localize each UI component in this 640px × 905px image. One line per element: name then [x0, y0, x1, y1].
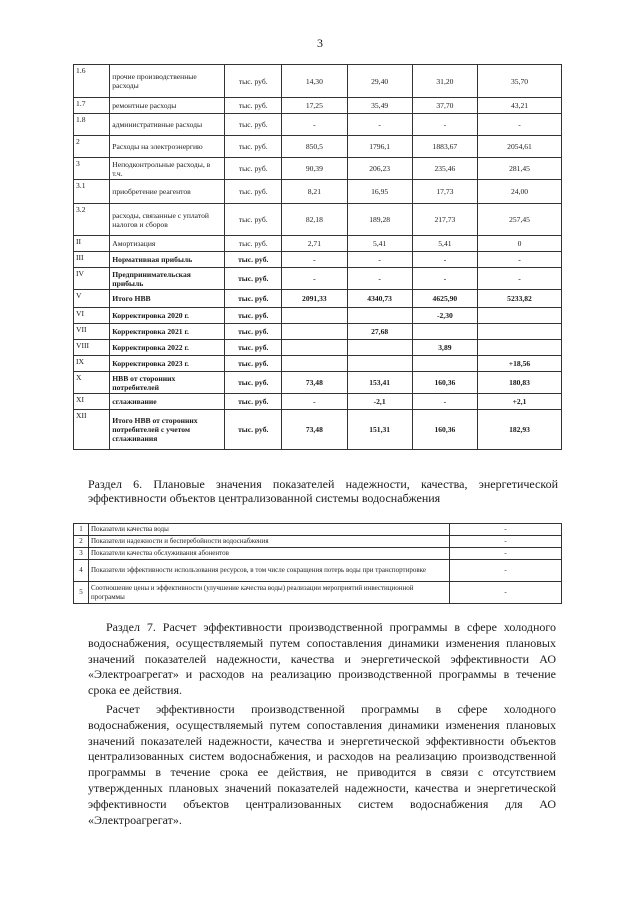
value-3: 235,46 — [412, 158, 477, 180]
row-name: Амортизация — [110, 236, 225, 252]
row-unit: тыс. руб. — [225, 252, 282, 268]
row-name: Показатели качества воды — [89, 524, 450, 536]
value-4: 43,21 — [478, 98, 562, 114]
value-2: - — [347, 114, 412, 136]
row-name: Показатели качества обслуживания абонентов — [89, 548, 450, 560]
row-name: Показатели надежности и бесперебойности водоснабжения — [89, 536, 450, 548]
row-name: административные расходы — [110, 114, 225, 136]
row-name: Корректировка 2022 г. — [110, 340, 225, 356]
value-2: 206,23 — [347, 158, 412, 180]
row-name: Соотношение цены и эффективности (улучшение качества воды) реализации мероприятий инвестиционной программы — [89, 582, 450, 604]
value-3: 17,73 — [412, 180, 477, 204]
value-3: 37,70 — [412, 98, 477, 114]
value-1: 8,21 — [282, 180, 347, 204]
value-4: 0 — [478, 236, 562, 252]
value-1: 2,71 — [282, 236, 347, 252]
value-2: 29,40 — [347, 65, 412, 98]
row-unit: тыс. руб. — [225, 340, 282, 356]
row-value: - — [450, 536, 562, 548]
row-unit: тыс. руб. — [225, 98, 282, 114]
row-name: Корректировка 2021 г. — [110, 324, 225, 340]
row-number: 3.2 — [74, 204, 110, 236]
row-unit: тыс. руб. — [225, 268, 282, 290]
table-row — [74, 180, 562, 204]
value-3: 4625,90 — [412, 290, 477, 308]
table-row — [74, 65, 562, 98]
row-unit: тыс. руб. — [225, 158, 282, 180]
cost-table — [73, 64, 562, 450]
table-row — [74, 252, 562, 268]
table-row — [74, 290, 562, 308]
table-row — [74, 560, 562, 582]
row-unit: тыс. руб. — [225, 114, 282, 136]
row-unit: тыс. руб. — [225, 410, 282, 450]
row-number: 5 — [74, 582, 89, 604]
row-unit: тыс. руб. — [225, 372, 282, 394]
row-name: Расходы на электроэнергию — [110, 136, 225, 158]
row-unit: тыс. руб. — [225, 136, 282, 158]
value-1: - — [282, 394, 347, 410]
value-3: 217,73 — [412, 204, 477, 236]
value-3: 160,36 — [412, 372, 477, 394]
row-number: 2 — [74, 536, 89, 548]
row-number: 1.6 — [74, 65, 110, 98]
value-2: 27,68 — [347, 324, 412, 340]
row-value: - — [450, 548, 562, 560]
table-row — [74, 268, 562, 290]
value-2: 1796,1 — [347, 136, 412, 158]
value-3: -2,30 — [412, 308, 477, 324]
value-1: 850,5 — [282, 136, 347, 158]
row-number: VI — [74, 308, 110, 324]
row-name: приобретение реагентов — [110, 180, 225, 204]
value-4: +18,56 — [478, 356, 562, 372]
row-name: ремонтные расходы — [110, 98, 225, 114]
row-number: IX — [74, 356, 110, 372]
value-2: - — [347, 268, 412, 290]
value-2: -2,1 — [347, 394, 412, 410]
value-4: +2,1 — [478, 394, 562, 410]
value-4: 281,45 — [478, 158, 562, 180]
value-2: 5,41 — [347, 236, 412, 252]
row-number: 1.7 — [74, 98, 110, 114]
row-value: - — [450, 524, 562, 536]
row-name: Итого НВВ от сторонних потребителей с учетом сглаживания — [110, 410, 225, 450]
page-number: 3 — [317, 36, 323, 50]
row-number: XI — [74, 394, 110, 410]
value-1: - — [282, 268, 347, 290]
table-row — [74, 356, 562, 372]
row-unit: тыс. руб. — [225, 308, 282, 324]
value-3: 1883,67 — [412, 136, 477, 158]
table-row — [74, 410, 562, 450]
row-unit: тыс. руб. — [225, 204, 282, 236]
value-3: - — [412, 114, 477, 136]
row-number: X — [74, 372, 110, 394]
row-name: Корректировка 2020 г. — [110, 308, 225, 324]
row-name: Неподконтрольные расходы, в т.ч. — [110, 158, 225, 180]
value-2: 151,31 — [347, 410, 412, 450]
row-number: XII — [74, 410, 110, 450]
row-number: IV — [74, 268, 110, 290]
row-unit: тыс. руб. — [225, 236, 282, 252]
value-1: - — [282, 114, 347, 136]
value-2: 153,41 — [347, 372, 412, 394]
value-1: 14,30 — [282, 65, 347, 98]
value-3 — [412, 324, 477, 340]
row-number: 1.8 — [74, 114, 110, 136]
value-4: 257,45 — [478, 204, 562, 236]
row-number: III — [74, 252, 110, 268]
value-2: 35,49 — [347, 98, 412, 114]
table-row — [74, 372, 562, 394]
row-number: VIII — [74, 340, 110, 356]
row-number: 3.1 — [74, 180, 110, 204]
value-1: 73,48 — [282, 372, 347, 394]
row-unit: тыс. руб. — [225, 290, 282, 308]
table-row — [74, 524, 562, 536]
indicators-table — [73, 523, 562, 604]
table-row — [74, 582, 562, 604]
value-1: 73,48 — [282, 410, 347, 450]
row-unit: тыс. руб. — [225, 324, 282, 340]
row-unit: тыс. руб. — [225, 180, 282, 204]
section-7-paragraph: Раздел 7. Расчет эффективности производственной программы в сфере холодного водоснабжения, осуществляемый путем сопоставления динамики изменения плановых значений показателей надежности, качества и энергетической эффективности АО «Электроагрегат» и расходов на реализацию производственной программы в течение срока ее действия. — [88, 620, 556, 698]
value-2: 4340,73 — [347, 290, 412, 308]
value-3: 3,89 — [412, 340, 477, 356]
row-name: расходы, связанные с уплатой налогов и сборов — [110, 204, 225, 236]
value-3: 160,36 — [412, 410, 477, 450]
value-4: - — [478, 268, 562, 290]
value-1 — [282, 340, 347, 356]
row-number: V — [74, 290, 110, 308]
value-1: 90,39 — [282, 158, 347, 180]
row-value: - — [450, 560, 562, 582]
row-number: 1 — [74, 524, 89, 536]
table-row — [74, 536, 562, 548]
value-2: 16,95 — [347, 180, 412, 204]
value-1: 2091,33 — [282, 290, 347, 308]
value-1: 82,18 — [282, 204, 347, 236]
row-number: 3 — [74, 158, 110, 180]
table-row — [74, 204, 562, 236]
value-4: 180,83 — [478, 372, 562, 394]
row-number: 4 — [74, 560, 89, 582]
row-number: II — [74, 236, 110, 252]
value-4: 5233,82 — [478, 290, 562, 308]
value-2 — [347, 308, 412, 324]
value-2 — [347, 340, 412, 356]
value-3: 31,20 — [412, 65, 477, 98]
value-2 — [347, 356, 412, 372]
row-number: 3 — [74, 548, 89, 560]
value-4: - — [478, 252, 562, 268]
table-row — [74, 394, 562, 410]
row-name: Нормативная прибыль — [110, 252, 225, 268]
value-4 — [478, 324, 562, 340]
value-3: 5,41 — [412, 236, 477, 252]
value-4 — [478, 340, 562, 356]
row-name: Предпринимательская прибыль — [110, 268, 225, 290]
value-4: - — [478, 114, 562, 136]
row-unit: тыс. руб. — [225, 394, 282, 410]
value-3 — [412, 356, 477, 372]
value-1 — [282, 324, 347, 340]
value-4: 182,93 — [478, 410, 562, 450]
table-row — [74, 548, 562, 560]
value-3: - — [412, 268, 477, 290]
row-name: Показатели эффективности использования ресурсов, в том числе сокращения потерь воды при транспортировке — [89, 560, 450, 582]
row-name: Итого НВВ — [110, 290, 225, 308]
table-row — [74, 136, 562, 158]
row-unit: тыс. руб. — [225, 65, 282, 98]
value-4: 35,70 — [478, 65, 562, 98]
value-4: 24,00 — [478, 180, 562, 204]
value-3: - — [412, 252, 477, 268]
value-3: - — [412, 394, 477, 410]
row-name: НВВ от сторонних потребителей — [110, 372, 225, 394]
table-row — [74, 324, 562, 340]
table-row — [74, 236, 562, 252]
value-1: - — [282, 252, 347, 268]
section-6-heading: Раздел 6. Плановые значения показателей надежности, качества, энергетической эффективности объектов централизованной системы водоснабжения — [88, 477, 558, 505]
table-row — [74, 340, 562, 356]
row-number: 2 — [74, 136, 110, 158]
value-4 — [478, 308, 562, 324]
value-1 — [282, 308, 347, 324]
value-1 — [282, 356, 347, 372]
row-name: прочие производственные расходы — [110, 65, 225, 98]
table-row — [74, 98, 562, 114]
row-value: - — [450, 582, 562, 604]
row-name: Корректировка 2023 г. — [110, 356, 225, 372]
table-row — [74, 158, 562, 180]
row-name: сглаживание — [110, 394, 225, 410]
efficiency-paragraph: Расчет эффективности производственной программы в сфере холодного водоснабжения, осуществляемый путем сопоставления динамики изменения плановых значений показателей надежности, качества и энергетической эффективности объектов централизованных систем водоснабжения, и расходов на реализацию производственной программы в течение срока ее действия, не приводится в связи с отсутствием утвержденных плановых значений показателей надежности, качества и энергетической эффективности объектов централизованных систем водоснабжения для АО «Электроагрегат». — [88, 702, 556, 827]
row-unit: тыс. руб. — [225, 356, 282, 372]
value-2: - — [347, 252, 412, 268]
table-row — [74, 308, 562, 324]
table-row — [74, 114, 562, 136]
value-1: 17,25 — [282, 98, 347, 114]
value-2: 189,28 — [347, 204, 412, 236]
value-4: 2054,61 — [478, 136, 562, 158]
row-number: VII — [74, 324, 110, 340]
